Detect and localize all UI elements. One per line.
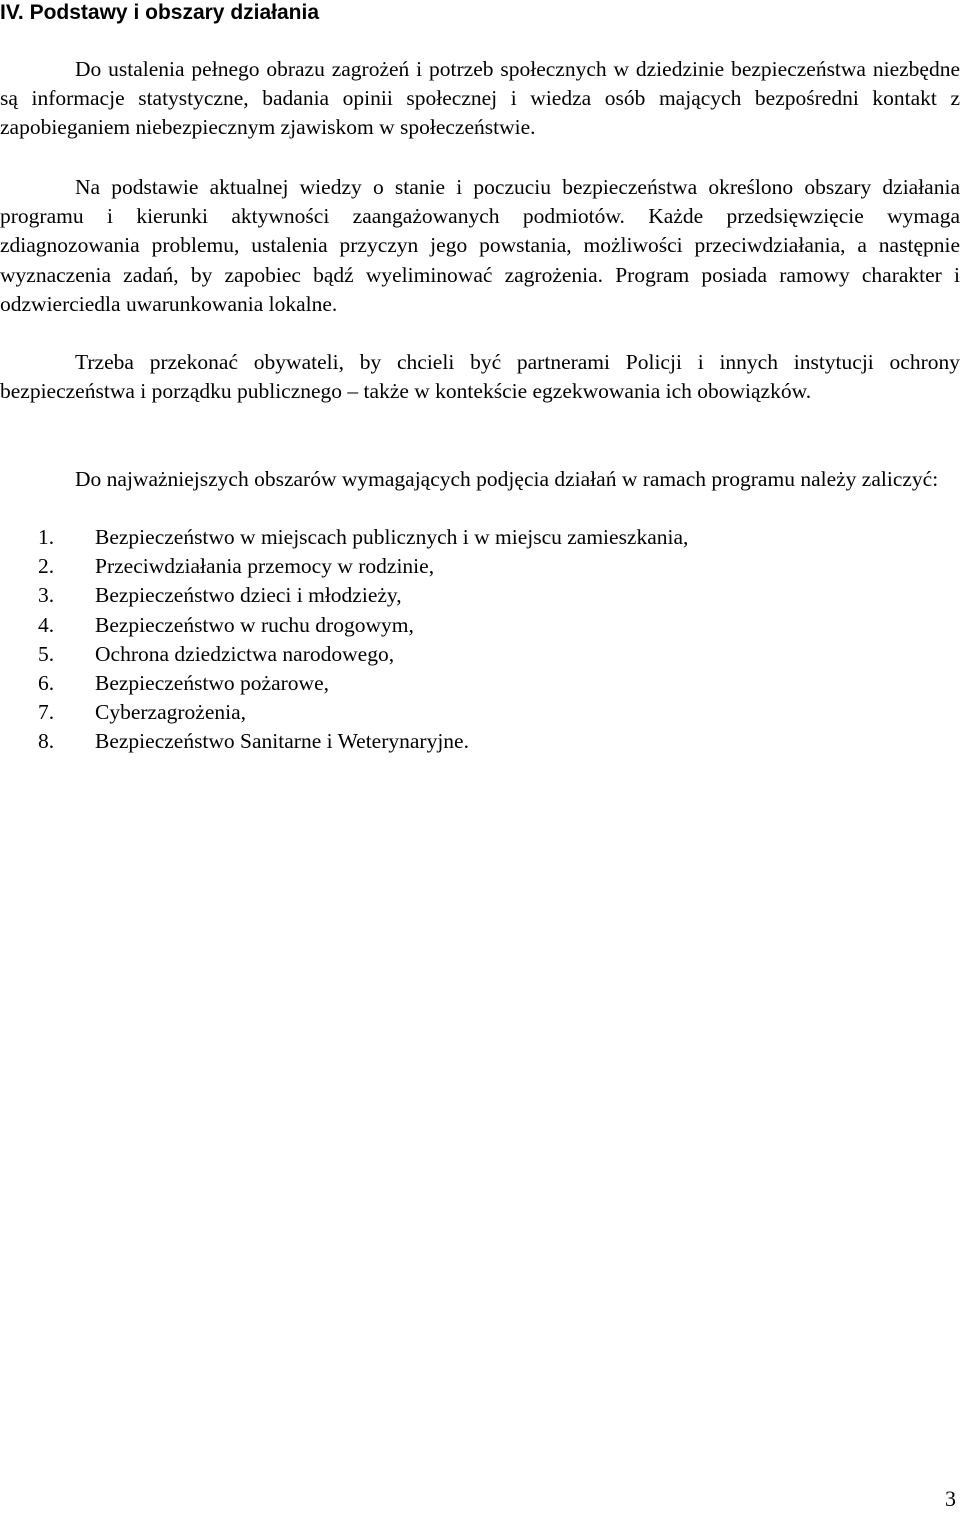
page-number: 3 — [945, 1486, 956, 1511]
list-item-number: 8. — [38, 729, 55, 754]
paragraph-statistics: Do ustalenia pełnego obrazu zagrożeń i potrzeb społecznych w dziedzinie bezpieczeństwa niezbędne są informacje statystyczne, badania opinii społecznej i wiedza osób mających bezpośredni kontakt z zapobieganiem niebezpiecznym zjawiskom w społeczeństwie. — [0, 57, 960, 140]
list-item-text: Ochrona dziedzictwa narodowego, — [95, 641, 395, 666]
paragraph-list-intro: Do najważniejszych obszarów wymagających podjęcia działań w ramach programu należy zaliczyć: — [75, 467, 939, 491]
list-item-text: Cyberzagrożenia, — [95, 700, 247, 725]
list-item-number: 7. — [38, 700, 55, 725]
list-item-number: 1. — [38, 525, 55, 549]
list-item-number: 4. — [38, 612, 55, 637]
list-item-text: Przeciwdziałania przemocy w rodzinie, — [95, 554, 435, 579]
list-item-number: 2. — [38, 554, 55, 579]
paragraph-citizens: Trzeba przekonać obywateli, by chcieli być partnerami Policji i innych instytucji ochrony bezpieczeństwa i porządku publicznego – także w kontekście egzekwowania ich obowiązków. — [0, 350, 960, 404]
list-item-text: Bezpieczeństwo w ruchu drogowym, — [95, 612, 414, 637]
paragraph-program-areas: Na podstawie aktualnej wiedzy o stanie i poczuciu bezpieczeństwa określono obszary działania programu i kierunki aktywności zaangażowanych podmiotów. Każde przedsięwzięcie wymaga zdiagnozowania problemu, ustalenia przyczyn jego powstania, możliwości przeciwdziałania, a następnie wyznaczenia zadań, by zapobiec bądź wyeliminować zagrożenia. Program posiada ramowy charakter i odzwierciedla uwarunkowania lokalne. — [0, 175, 960, 316]
list-item-number: 3. — [38, 583, 55, 608]
list-item-number: 5. — [38, 641, 55, 666]
list-item-text: Bezpieczeństwo w miejscach publicznych i w miejscu zamieszkania, — [95, 525, 689, 549]
list-item-text: Bezpieczeństwo Sanitarne i Weterynaryjne. — [95, 729, 469, 754]
list-item-text: Bezpieczeństwo pożarowe, — [95, 670, 330, 695]
list-item-text: Bezpieczeństwo dzieci i młodzieży, — [95, 583, 402, 608]
section-heading: IV. Podstawy i obszary działania — [0, 1, 320, 24]
list-item-number: 6. — [38, 670, 55, 695]
